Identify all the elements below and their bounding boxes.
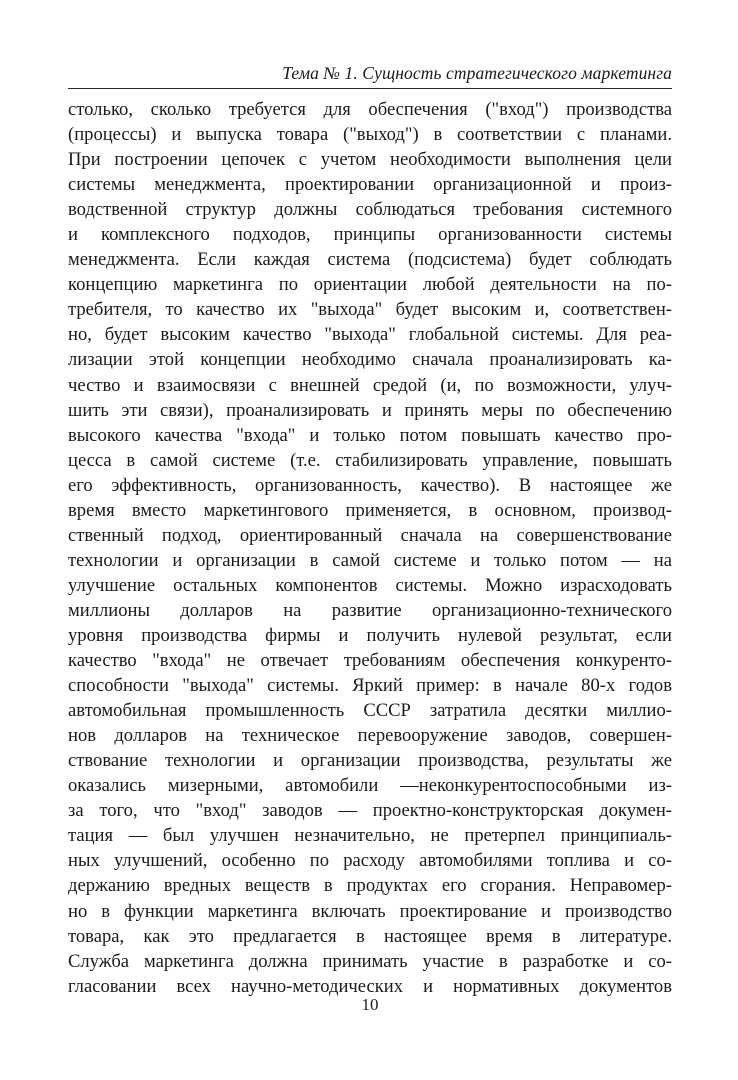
text-line: оказались мизерными, автомобили —неконкурентоспособными из-	[68, 775, 672, 797]
text-line: автомобильная промышленность СССР затратила десятки миллио-	[68, 700, 672, 722]
text-line: лизации этой концепции необходимо сначала проанализировать ка-	[68, 349, 672, 371]
text-line: но в функции маркетинга включать проектирование и производство	[68, 900, 672, 922]
text-line: держанию вредных веществ в продуктах его сгорания. Неправомер-	[68, 875, 672, 897]
text-line: способности "выхода" системы. Яркий пример: в начале 80-х годов	[68, 675, 672, 697]
text-line: высокого качества "входа" и только потом повышать качество про-	[68, 424, 672, 446]
text-line: ствование технологии и организации производства, результаты же	[68, 750, 672, 772]
page-number: 10	[361, 995, 379, 1014]
text-line: системы менеджмента, проектировании организационной и произ-	[68, 174, 672, 196]
text-line: но, будет высоким качество "выхода" глобальной системы. Для реа-	[68, 324, 672, 346]
text-line: цесса в самой системе (т.е. стабилизировать управление, повышать	[68, 449, 672, 471]
text-line: время вместо маркетингового применяется, в основном, производ-	[68, 499, 672, 521]
text-line: и комплексного подходов, принципы организованности системы	[68, 224, 672, 246]
text-line: Служба маркетинга должна принимать участие в разработке и со-	[68, 950, 672, 972]
body-text	[68, 97, 672, 999]
running-header: Тема № 1. Сущность стратегического маркетинга	[282, 63, 672, 83]
header-rule	[68, 88, 672, 89]
text-line: менеджмента. Если каждая система (подсистема) будет соблюдать	[68, 249, 672, 271]
text-line: его эффективность, организованность, качество). В настоящее же	[68, 474, 672, 496]
text-line: нов долларов на техническое перевооружение заводов, совершен-	[68, 725, 672, 747]
text-line: гласовании всех научно-методических и нормативных документов	[68, 975, 672, 997]
text-line: ных улучшений, особенно по расходу автомобилями топлива и со-	[68, 850, 672, 872]
text-line: ственный подход, ориентированный сначала на совершенствование	[68, 524, 672, 546]
text-line: за того, что "вход" заводов — проектно-конструкторская докумен-	[68, 800, 672, 822]
text-line: чество и взаимосвязи с внешней средой (и, по возможности, улуч-	[68, 374, 672, 396]
text-line: столько, сколько требуется для обеспечения ("вход") производства	[68, 99, 672, 120]
text-line: улучшение остальных компонентов системы. Можно израсходовать	[68, 574, 672, 596]
text-line: уровня производства фирмы и получить нулевой результат, если	[68, 624, 672, 646]
text-line: технологии и организации в самой системе и только потом — на	[68, 549, 672, 571]
text-line: водственной структур должны соблюдаться требования системного	[68, 199, 672, 221]
text-line: миллионы долларов на развитие организационно-технического	[68, 599, 672, 621]
text-line: При построении цепочек с учетом необходимости выполнения цели	[68, 149, 672, 171]
text-line: товара, как это предлагается в настоящее время в литературе.	[68, 925, 672, 947]
text-line: концепцию маркетинга по ориентации любой деятельности на по-	[68, 274, 672, 296]
text-line: (процессы) и выпуска товара ("выход") в соответствии с планами.	[68, 124, 672, 146]
text-line: шить эти связи), проанализировать и принять меры по обеспечению	[68, 399, 672, 421]
text-line: качество "входа" не отвечает требованиям обеспечения конкуренто-	[68, 650, 672, 672]
text-line: требителя, то качество их "выхода" будет высоким и, соответствен-	[68, 299, 672, 321]
text-line: тация — был улучшен незначительно, не претерпел принципиаль-	[68, 825, 672, 847]
